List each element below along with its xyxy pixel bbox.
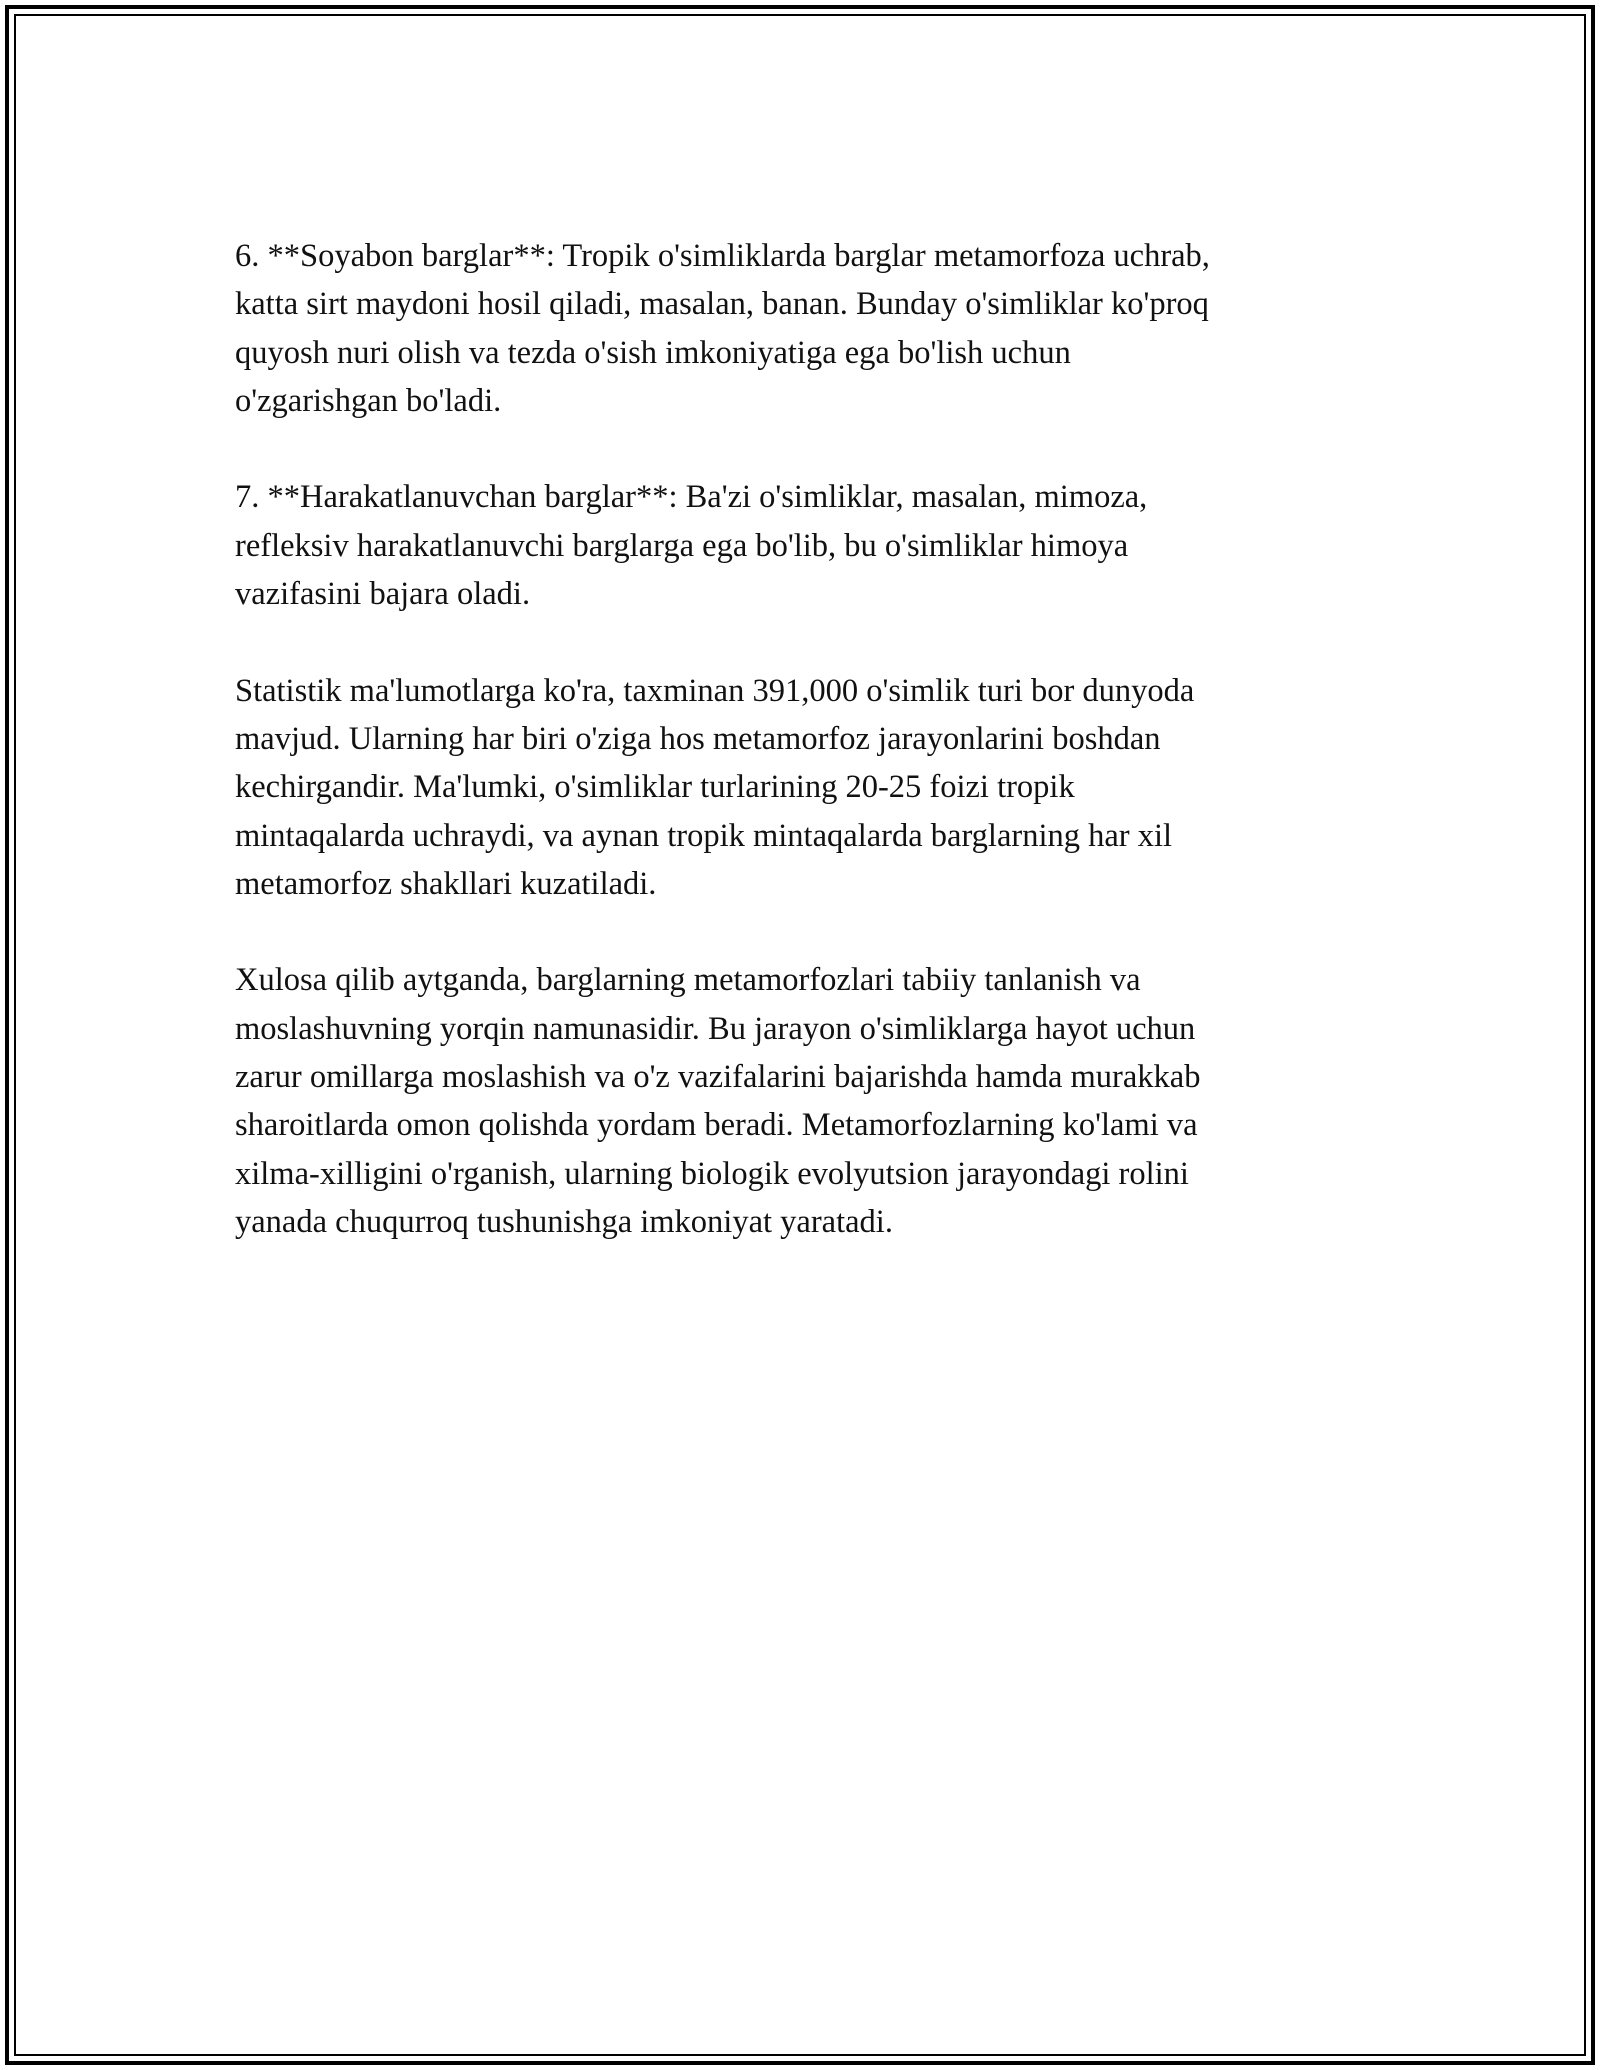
document-body bbox=[235, 232, 1365, 1295]
paragraph-conclusion: Xulosa qilib aytganda, barglarning metamorfozlari tabiiy tanlanish va moslashuvning yorqin namunasidir. Bu jarayon o'simliklarga hayot uchun zarur omillarga moslashish va o'z vazifalarini bajarishda hamda murakkab sharoitlarda omon qolishda yordam beradi. Metamorfozlarning ko'lami va xilma-xilligini o'rganish, ularning biologik evolyutsion jarayondagi rolini yanada chuqurroq tushunishga imkoniyat yaratadi. bbox=[235, 962, 1201, 1240]
paragraph-harakatlanuvchan-barglar: 7. **Harakatlanuvchan barglar**: Ba'zi o'simliklar, masalan, mimoza, refleksiv harakatlanuvchi barglarga ega bo'lib, bu o'simliklar himoya vazifasini bajara oladi. bbox=[235, 479, 1148, 613]
paragraph-statistics: Statistik ma'lumotlarga ko'ra, taxminan 391,000 o'simlik turi bor dunyoda mavjud. Ularning har biri o'ziga hos metamorfoz jarayonlarini boshdan kechirgandir. Ma'lumki, o'simliklar turlarining 20-25 foizi tropik mintaqalarda uchraydi, va aynan tropik mintaqalarda barglarning har xil metamorfoz shakllari kuzatiladi. bbox=[235, 672, 1195, 902]
paragraph-soyabon-barglar: 6. **Soyabon barglar**: Tropik o'simliklarda barglar metamorfoza uchrab, katta sirt maydoni hosil qiladi, masalan, banan. Bunday o'simliklar ko'proq quyosh nuri olish va tezda o'sish imkoniyatiga ega bo'lish uchun o'zgarishgan bo'ladi. bbox=[235, 238, 1210, 419]
